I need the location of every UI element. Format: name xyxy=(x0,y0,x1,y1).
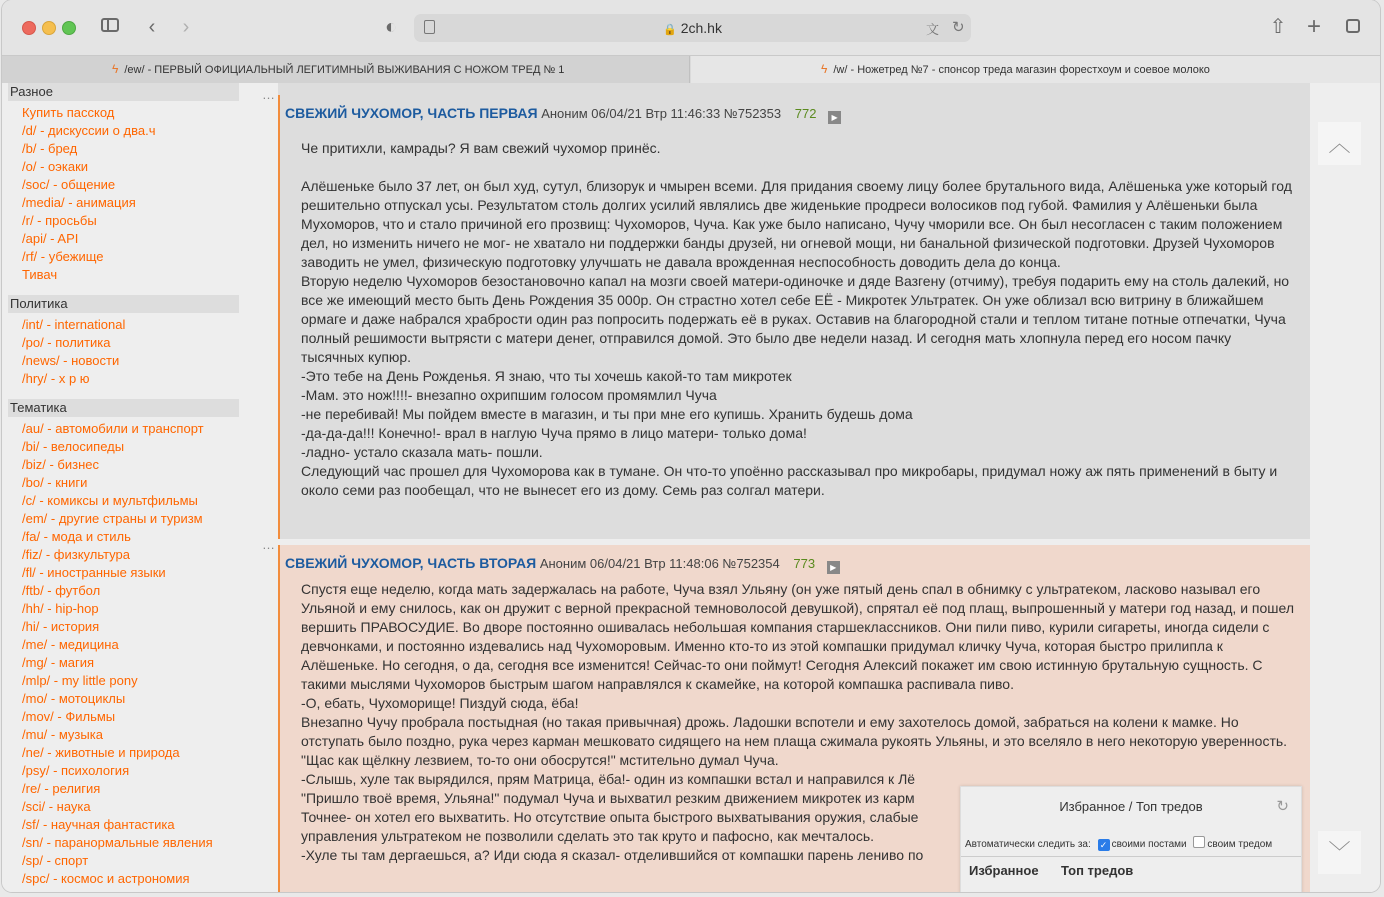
board-link[interactable]: /sci/ - наука xyxy=(22,799,91,814)
board-link[interactable]: /sn/ - паранормальные явления xyxy=(22,835,213,850)
forward-icon[interactable]: › xyxy=(182,16,190,38)
board-link[interactable]: /int/ - international xyxy=(22,317,126,332)
board-link[interactable]: /rf/ - убежище xyxy=(22,249,104,264)
post-date: 06/04/21 Втр 11:46:33 xyxy=(591,106,721,121)
post-paragraph: Точнее- он хотел его выхватить. Но отсутствие опыта быстрого выхватывания оружия, слабые xyxy=(301,809,919,825)
lock-icon: 🔒 xyxy=(663,24,677,36)
share-icon[interactable]: ⇧ xyxy=(1269,16,1287,38)
favorites-panel xyxy=(960,786,1302,892)
post-paragraph: -Это тебе на День Рожденья. Я знаю, что ты хочешь какой-то там микротек xyxy=(301,368,792,384)
post-title: СВЕЖИЙ ЧУХОМОР, ЧАСТЬ ВТОРАЯ xyxy=(285,555,537,571)
post-paragraph: Че притихли, камрады? Я вам свежий чухомор принёс. xyxy=(301,140,661,156)
board-link[interactable]: /api/ - API xyxy=(22,231,79,246)
board-link[interactable]: Купить пасскод xyxy=(22,105,115,120)
nav-section-list xyxy=(8,316,239,388)
post-paragraph: -Мам. это нож!!!!- внезапно охрипшим голосом промямлил Чуча xyxy=(301,387,717,403)
tab-w[interactable] xyxy=(691,56,1380,83)
board-link[interactable]: /me/ - медицина xyxy=(22,637,119,652)
own-posts-checkbox[interactable]: ✓ xyxy=(1098,839,1110,851)
favorites-tabs xyxy=(961,856,1301,884)
board-link[interactable]: /bi/ - велосипеды xyxy=(22,439,125,454)
post-number: 772 xyxy=(794,106,817,121)
bolt-icon: ϟ xyxy=(821,62,828,76)
board-link[interactable]: /ne/ - животные и природа xyxy=(22,745,180,760)
post-paragraph: Спустя еще неделю, когда мать задержалась на работе, Чуча взял Ульяну (он уже пятый день спал в обнимку с ультратеком, ласково называл его Ульяной и ему снилось, как он дружит с верной прекрасной темноволосой девушкой), спрятал её под плащ, выпрошенный у матери год назад, и пошел вершить ПРАВОСУДИЕ. Во дворе постоянно ошивалась небольшая компания старшеклассников. Они пили пиво, курили сигареты, иногда сидели с девчонками, и постоянно издевались над Чухоморовым. Именно кто-то из этой компашки придумал кличку Чуча, которая быстро прилипла к Алёшеньке. Но сегодня, о да, сегодня все изменится! Сейчас-то они поймут! Сегодня Алексий покажет им свою истинную брутальную сущность. С такими мыслями Чухоморов быстрым шагом направлялся к скамейке, на которой компашка распивала пиво. xyxy=(301,581,1295,692)
post-menu-icon[interactable]: … xyxy=(262,87,275,102)
post-id[interactable]: №752354 xyxy=(722,556,780,571)
post-id[interactable]: №752353 xyxy=(723,106,782,121)
board-link[interactable]: /mlp/ - my little pony xyxy=(22,673,138,688)
url-text[interactable] xyxy=(414,20,971,36)
board-link[interactable]: /au/ - автомобили и транспорт xyxy=(22,421,204,436)
back-icon[interactable]: ‹ xyxy=(148,16,156,38)
scroll-down-button[interactable] xyxy=(1318,831,1361,874)
post-number: 773 xyxy=(793,556,816,571)
post-author: Аноним xyxy=(539,556,587,571)
post-paragraph: -да-да-да!!! Конечно!- врал в наглую Чуча прямо в лицо матери- только дома! xyxy=(301,425,807,441)
post-header xyxy=(285,105,841,124)
board-link[interactable]: /sp/ - спорт xyxy=(22,853,89,868)
post-author: Аноним xyxy=(541,106,588,121)
post-header xyxy=(285,555,840,574)
board-list xyxy=(8,83,239,892)
post-paragraph: -ладно- устало сказала мать- пошли. xyxy=(301,444,543,460)
board-link[interactable]: /mov/ - Фильмы xyxy=(22,709,116,724)
board-link[interactable]: /b/ - бред xyxy=(22,141,78,156)
new-tab-icon[interactable]: + xyxy=(1306,13,1321,40)
thread-posts xyxy=(262,83,1310,892)
board-link[interactable]: /psy/ - психология xyxy=(22,763,130,778)
nav-section-title: Тематика xyxy=(8,399,239,417)
own-thread-label: своим тредом xyxy=(1207,839,1273,850)
nav-section-list xyxy=(8,420,239,888)
reload-icon[interactable]: ↻ xyxy=(952,19,965,36)
translate-icon[interactable]: 文 xyxy=(926,22,940,37)
minimize-window-button[interactable] xyxy=(42,21,56,35)
browser-toolbar xyxy=(2,0,1380,55)
board-link[interactable]: /fa/ - мода и стиль xyxy=(22,529,131,544)
url-value: 2ch.hk xyxy=(680,20,722,36)
refresh-icon[interactable]: ↻ xyxy=(1276,798,1289,815)
board-link[interactable]: /o/ - оэкаки xyxy=(22,159,89,174)
board-link[interactable]: /fiz/ - физкультура xyxy=(22,547,130,562)
browser-window xyxy=(2,0,1380,892)
post-paragraph: Вторую неделю Чухоморов безостановочно капал на мозги своей матери-одиночке и дяде Вазгену (отчиму), требуя подарить ему на столь далекий, но все же имеющий место быть День Рождения 35 000р. Он страстно хотел себе ЕЁ - Микротек Ультратек. Он уже облизал всю витрину в ближайшем ормаге и даже набрался храбрости один раз попросить подержать её в руках. Оставив на благородной стали и теплом титане потные отпечатки, Чуча полный решимости вытрясти с матери денег, отправился домой. Это было две недели назад. И сегодня мать хлопнула перед его носом пачку тысячных купюр. xyxy=(301,273,1290,365)
board-link[interactable]: /biz/ - бизнес xyxy=(22,457,99,472)
post-paragraph xyxy=(301,158,1296,177)
post-paragraph: управления ультратеком не позволили сделать это так круто и пафосно, как мечталось. xyxy=(301,828,875,844)
board-link[interactable]: /sf/ - научная фантастика xyxy=(22,817,175,832)
post xyxy=(262,87,1310,539)
board-link[interactable]: /d/ - дискуссии о два.ч xyxy=(22,123,156,138)
chevron-down-icon: ﹀ xyxy=(1328,840,1351,865)
tab-label: /ew/ - ПЕРВЫЙ ОФИЦИАЛЬНЫЙ ЛЕГИТИМНЫЙ ВЫЖИВАНИЯ С НОЖОМ ТРЕД № 1 xyxy=(124,64,565,76)
post-title: СВЕЖИЙ ЧУХОМОР, ЧАСТЬ ПЕРВАЯ xyxy=(285,105,538,121)
privacy-shield-icon[interactable]: ◐ xyxy=(384,16,398,38)
post-date: 06/04/21 Втр 11:48:06 xyxy=(589,556,719,571)
board-link[interactable]: /hh/ - hip-hop xyxy=(22,601,99,616)
post-paragraph: Следующий час прошел для Чухоморова как в тумане. Он что-то упоённо рассказывал про микробары, придумал ножу аж пять применений в быту и около семи раз пообещал, что не вынесет его из дому. Семь раз солгал матери. xyxy=(301,463,1278,498)
board-link[interactable]: /po/ - политика xyxy=(22,335,111,350)
nav-section-title: Политика xyxy=(8,295,239,313)
post-paragraph: Внезапно Чучу пробрала постыдная (но такая привычная) дрожь. Ладошки вспотели и ему захотелось домой, забраться на колени к мамке. Но отступать было поздно, рука через карман мешковато сидящего на нем плаща сжимала рукоять Ульяны, и это вселяло в него некоторую уверенность. "Щас как щёлкну лезвием, то-то они обосрутся!" мстительно думал Чуча. xyxy=(301,714,1288,768)
board-link[interactable]: Тивач xyxy=(22,267,58,282)
zoom-window-button[interactable] xyxy=(62,21,76,35)
board-link[interactable]: /ftb/ - футбол xyxy=(22,583,101,598)
play-icon[interactable]: ▶ xyxy=(827,561,840,574)
auto-watch-label: Автоматически следить за: xyxy=(965,839,1091,850)
board-link[interactable]: /fl/ - иностранные языки xyxy=(22,565,166,580)
post-paragraph: -не перебивай! Мы пойдем вместе в магазин, и ты при мне его купишь. Хранить будешь дома xyxy=(301,406,913,422)
favorites-title: Избранное / Топ тредов xyxy=(1059,799,1203,814)
tab-overview-icon[interactable] xyxy=(1342,16,1362,38)
post-paragraph: -Слышь, хуле так вырядился, прям Матрица, ёба!- один из компашки встал и направился к Лё xyxy=(301,771,916,787)
tab-bar xyxy=(2,55,1380,84)
close-window-button[interactable] xyxy=(22,21,36,35)
board-link[interactable]: /c/ - комиксы и мультфильмы xyxy=(22,493,198,508)
post-paragraph: "Пришло твоё время, Ульяна!" подумал Чуча и выхватил резким движением микротек из карм xyxy=(301,790,915,806)
post-paragraph: -О, ебать, Чухоморище! Пиздуй сюда, ёба! xyxy=(301,695,579,711)
board-link[interactable]: /mo/ - мотоциклы xyxy=(22,691,126,706)
post-paragraph: -Хуле ты там дергаешься, а? Иди сюда я сказал- отделившийся от компашки парень лениво по xyxy=(301,847,924,863)
board-link[interactable]: /spc/ - космос и астрономия xyxy=(22,871,190,886)
tab-top-threads[interactable]: Топ тредов xyxy=(1061,863,1134,878)
board-link[interactable]: /hi/ - история xyxy=(22,619,100,634)
board-link[interactable]: /mu/ - музыка xyxy=(22,727,103,742)
play-icon[interactable]: ▶ xyxy=(828,111,841,124)
board-link[interactable]: /soc/ - общение xyxy=(22,177,116,192)
own-posts-label: своими постами xyxy=(1111,839,1187,850)
post-menu-icon[interactable]: … xyxy=(262,537,275,552)
nav-section-list xyxy=(8,104,239,284)
auto-watch-options xyxy=(965,836,1272,851)
sidebar-toggle-icon[interactable] xyxy=(99,16,121,38)
board-link[interactable]: /news/ - новости xyxy=(22,353,120,368)
chevron-up-icon: ︿ xyxy=(1328,131,1351,156)
tab-label: /w/ - Ножетред №7 - спонсор треда магазин форестхоум и соевое молоко xyxy=(833,64,1210,76)
post-paragraph: Алёшеньке было 37 лет, он был худ, сутул, близорук и чмырен всеми. Для придания своему лицу более брутального вида, Алёшенька уже который год решительно отпускал усы. Результатом столь долгих усилий являлись две жиденькие продреси волосиков под губой. Фамилия у Алёшеньки была Мухоморов, что и стало причиной его прозвищ: Чухоморов, Чуча. Как уже было написано, Чучу чморили все. Он был несогласен с таким положением дел, но изменить ничего не мог- не хватало ни поддержки банды друзей, ни огневой мощи, ни банальной физической подготовки. Друзей Чухоморов заводить не умел, физическую подготовку улучшать не давала врожденная неспособность доводить дела до конца. xyxy=(301,178,1292,270)
board-link[interactable]: /mg/ - магия xyxy=(22,655,95,670)
own-thread-checkbox[interactable] xyxy=(1193,836,1205,848)
scroll-up-button[interactable] xyxy=(1318,122,1361,165)
address-bar[interactable] xyxy=(414,14,971,42)
board-link[interactable]: /media/ - анимация xyxy=(22,195,136,210)
nav-section-title: Разное xyxy=(8,83,239,101)
bolt-icon: ϟ xyxy=(112,62,119,76)
tab-favorites[interactable]: Избранное xyxy=(969,863,1039,878)
board-link[interactable]: /hry/ - х р ю xyxy=(22,371,90,386)
board-link[interactable]: /bo/ - книги xyxy=(22,475,88,490)
board-link[interactable]: /em/ - другие страны и туризм xyxy=(22,511,203,526)
tab-ew[interactable] xyxy=(2,56,690,83)
board-link[interactable]: /r/ - просьбы xyxy=(22,213,97,228)
page-content xyxy=(2,83,1380,892)
post-body xyxy=(301,139,1296,500)
board-link[interactable]: /re/ - религия xyxy=(22,781,101,796)
